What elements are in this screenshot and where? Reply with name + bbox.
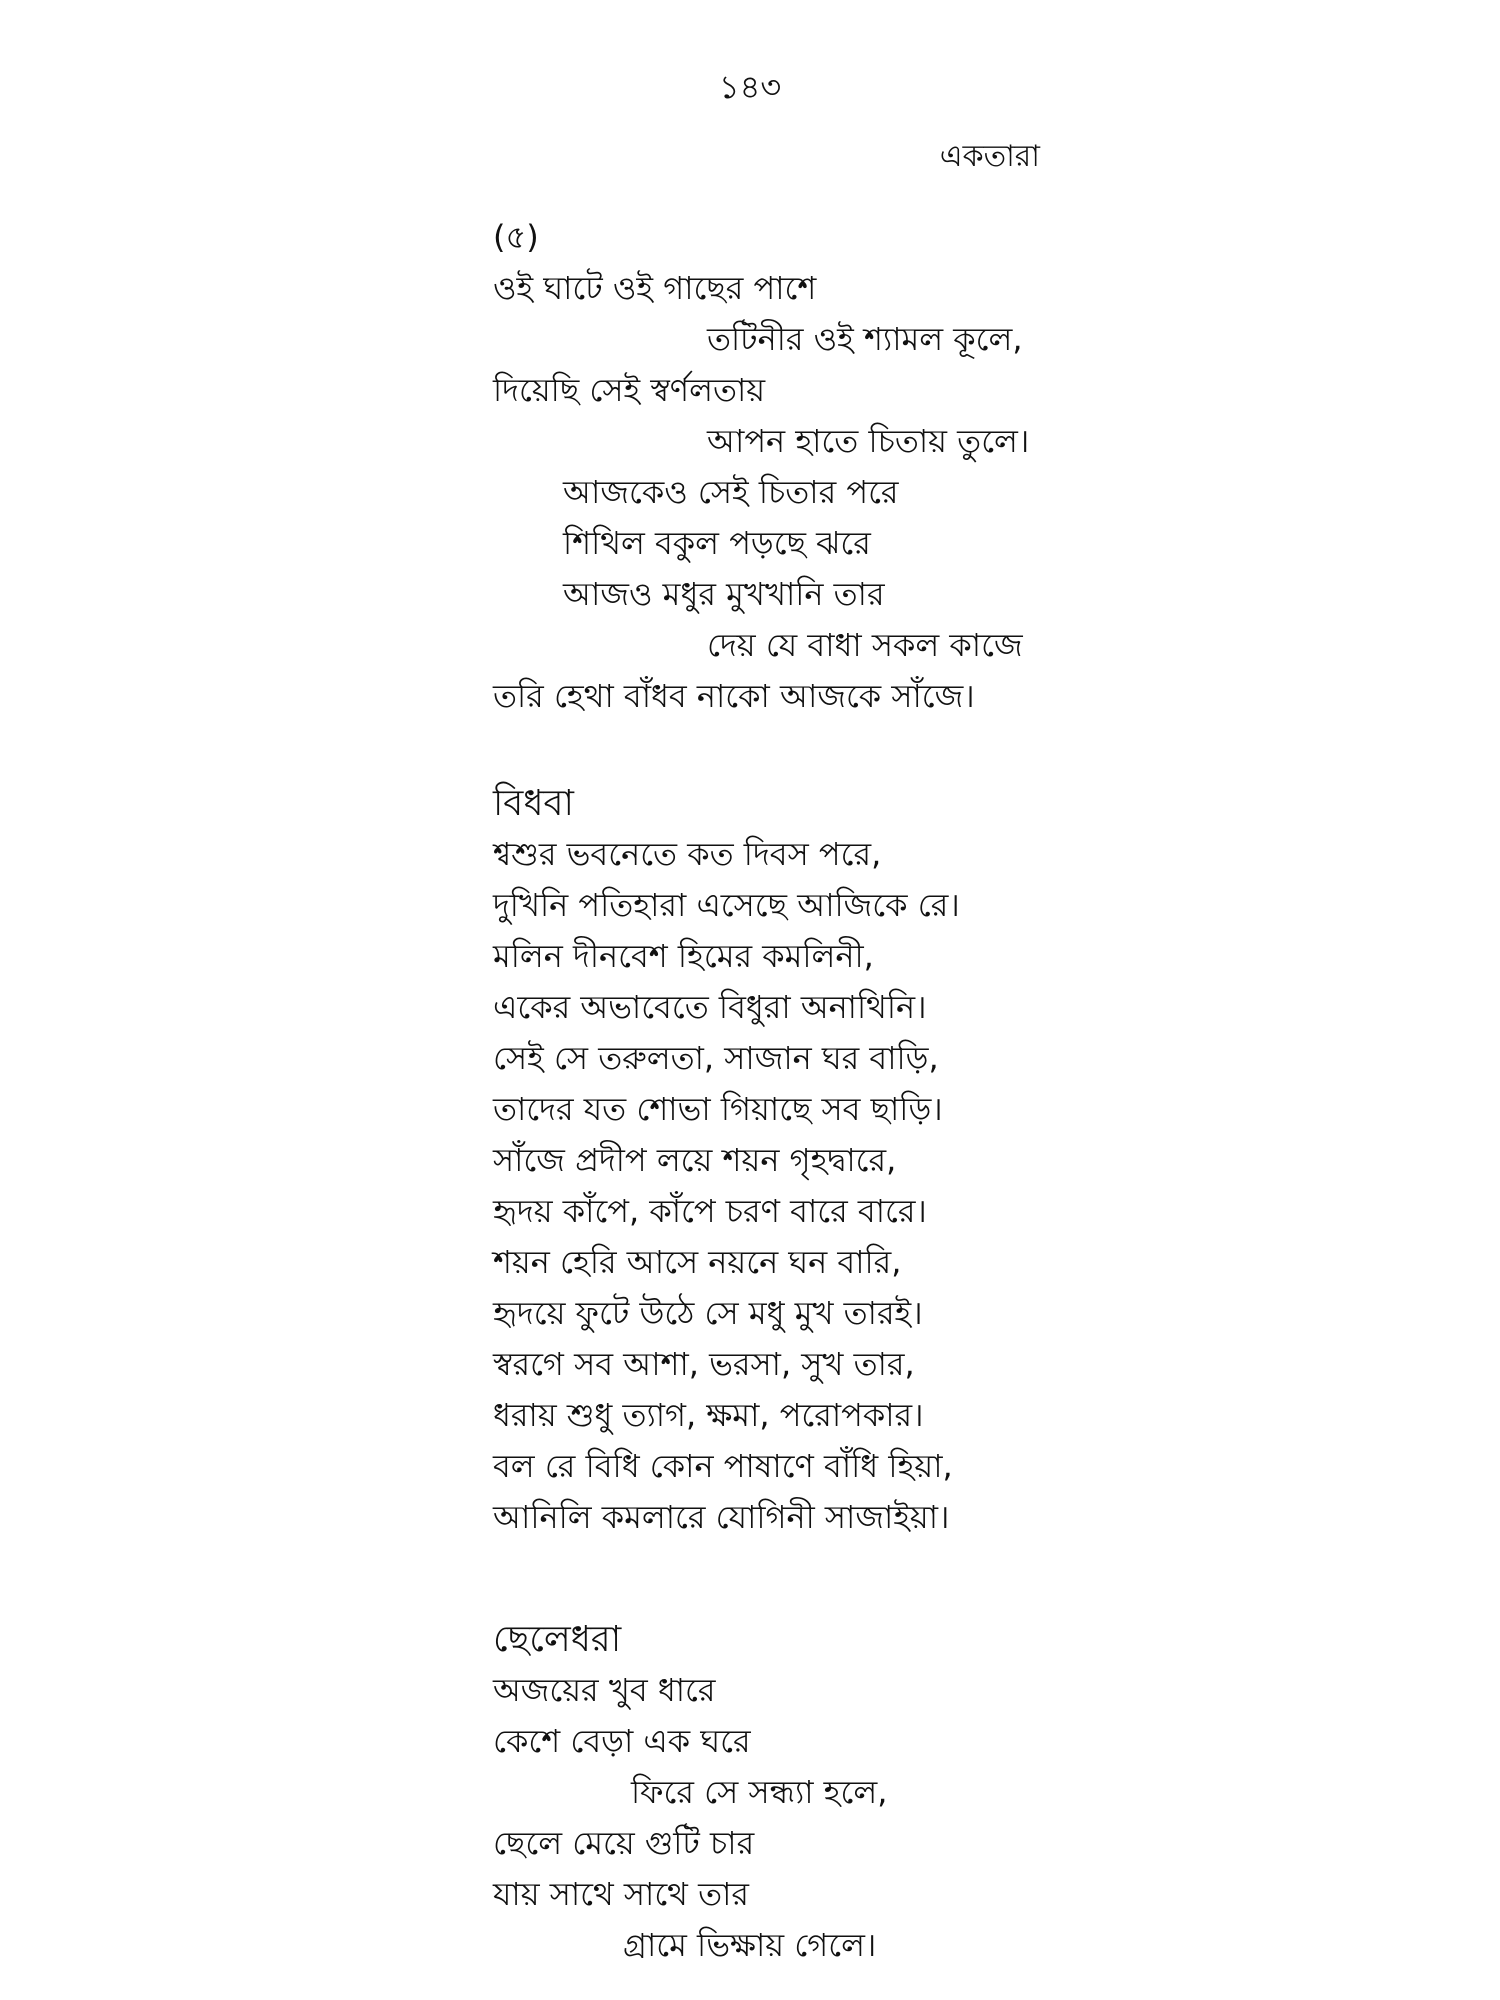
poem-line: দেয় যে বাধা সকল কাজে (707, 626, 1023, 664)
poem-line: তাদের যত শোভা গিয়াছে সব ছাড়ি। (493, 1090, 943, 1128)
poem-title: ছেলেধরা (493, 1619, 622, 1660)
poem-line: ওই ঘাটে ওই গাছের পাশে (493, 269, 817, 307)
poem-line: দিয়েছি সেই স্বর্ণলতায় (493, 371, 766, 409)
poem-line: কেশে বেড়া এক ঘরে (493, 1722, 751, 1760)
poem-number: (৫) (493, 218, 539, 256)
poem-line: অজয়ের খুব ধারে (493, 1671, 716, 1709)
poem-1 (493, 212, 1173, 722)
poem-line: সাঁজে প্রদীপ লয়ে শয়ন গৃহদ্বারে, (493, 1141, 897, 1179)
poem-line: দুখিনি পতিহারা এসেছে আজিকে রে। (493, 886, 960, 924)
poem-line: ফিরে সে সন্ধ্যা হলে, (631, 1773, 888, 1811)
poem-line: আপন হাতে চিতায় তুলে। (707, 422, 1030, 460)
poem-line: মলিন দীনবেশ হিমের কমলিনী, (493, 937, 874, 975)
poem-line: ছেলে মেয়ে গুটি চার (493, 1824, 755, 1862)
poem-line: স্বরগে সব আশা, ভরসা, সুখ তার, (493, 1345, 915, 1383)
poem-line: একের অভাবেতে বিধুরা অনাথিনি। (493, 988, 927, 1026)
poem-line: হৃদয় কাঁপে, কাঁপে চরণ বারে বারে। (493, 1192, 927, 1230)
poem-line: বল রে বিধি কোন পাষাণে বাঁধি হিয়া, (493, 1447, 953, 1485)
poem-3 (493, 1614, 1173, 1971)
poem-title: বিধবা (493, 783, 574, 824)
page-number: ১৪৩ (718, 68, 782, 106)
poem-line: শিথিল বকুল পড়ছে ঝরে (563, 524, 871, 562)
poem-line: শয়ন হেরি আসে নয়নে ঘন বারি, (493, 1243, 902, 1281)
poem-line: তটিনীর ওই শ্যামল কূলে, (707, 320, 1023, 358)
poem-line: যায় সাথে সাথে তার (493, 1875, 749, 1913)
poem-line: হৃদয়ে ফুটে উঠে সে মধু মুখ তারই। (493, 1294, 923, 1332)
poem-line: সেই সে তরুলতা, সাজান ঘর বাড়ি, (493, 1039, 939, 1077)
poem-2 (493, 778, 1173, 1543)
poem-line: তরি হেথা বাঁধব নাকো আজকে সাঁজে। (493, 677, 975, 715)
poem-line: আনিলি কমলারে যোগিনী সাজাইয়া। (493, 1498, 950, 1536)
poem-line: ধরায় শুধু ত্যাগ, ক্ষমা, পরোপকার। (493, 1396, 924, 1434)
poem-line: গ্রামে ভিক্ষায় গেলে। (623, 1926, 877, 1964)
running-head: একতারা (939, 139, 1040, 174)
poem-line: আজকেও সেই চিতার পরে (563, 473, 899, 511)
poem-line: আজও মধুর মুখখানি তার (563, 575, 885, 613)
poem-line: শ্বশুর ভবনেতে কত দিবস পরে, (493, 835, 882, 873)
